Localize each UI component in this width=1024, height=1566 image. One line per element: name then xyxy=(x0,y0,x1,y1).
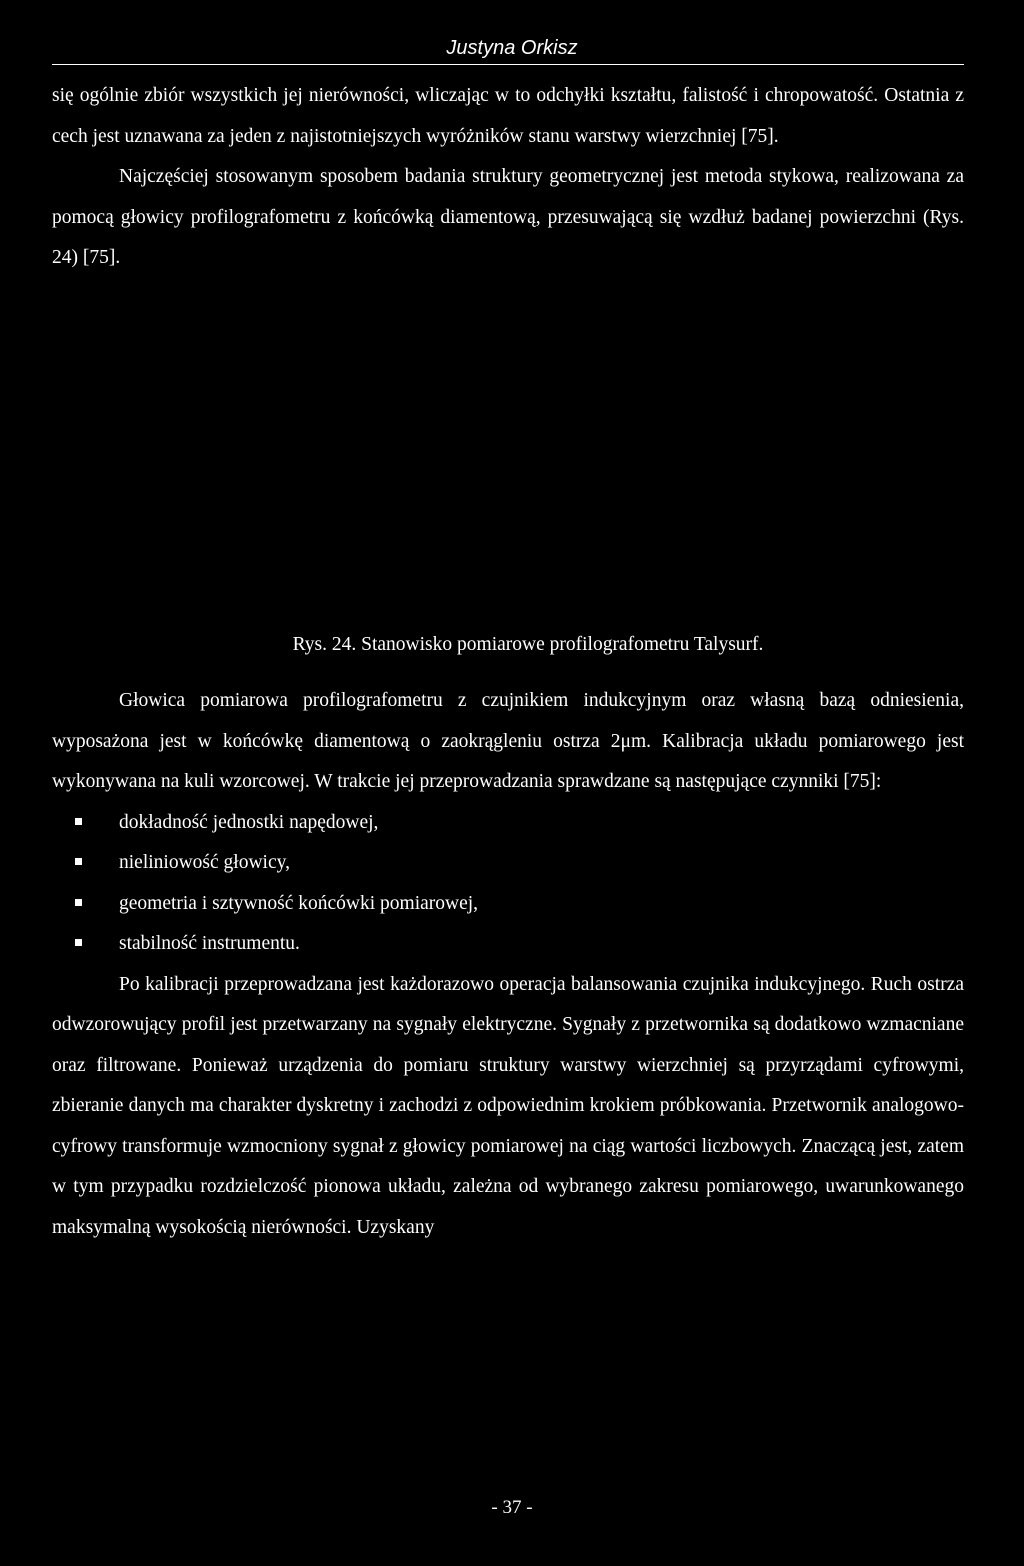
paragraph-4: Po kalibracji przeprowadzana jest każdorazowo operacja balansowania czujnika indukcyjnego. Ruch ostrza odwzorowujący profil jest przetwarzany na sygnały elektryczne. Sygnały z przetwornika są dodatkowo wzmacniane oraz filtrowane. Ponieważ urządzenia do pomiaru struktury warstwy wierzchniej są przyrządami cyfrowymi, zbieranie danych ma charakter dyskretny i zachodzi z odpowiednim krokiem próbkowania. Przetwornik analogowo-cyfrowy transformuje wzmocniony sygnał z głowicy pomiarowej na ciąg wartości liczbowych. Znaczącą jest, zatem w tym przypadku rozdzielczość pionowa układu, zależna od wybranego zakresu pomiarowego, uwarunkowanego maksymalną wysokością nierówności. Uzyskany xyxy=(52,973,964,1238)
page-body xyxy=(52,76,964,1248)
bullet-list xyxy=(52,803,964,965)
bullet-item: stabilność instrumentu. xyxy=(52,924,964,965)
paragraph-1: się ogólnie zbiór wszystkich jej nierówności, wliczając w to odchyłki kształtu, falistość i chropowatość. Ostatnia z cech jest uznawana za jeden z najistotniejszych wyróżników stanu warstwy wierzchniej [75]. xyxy=(52,85,964,147)
running-header-author: Justyna Orkisz xyxy=(446,37,578,59)
page-number: - 37 - xyxy=(491,1497,533,1518)
figure-image-area xyxy=(52,279,964,625)
bullet-item: geometria i sztywność końcówki pomiarowej, xyxy=(52,884,964,925)
bullet-item: nieliniowość głowicy, xyxy=(52,843,964,884)
paragraph-2: Najczęściej stosowanym sposobem badania struktury geometrycznej jest metoda stykowa, realizowana za pomocą głowicy profilografometru z końcówką diamentową, przesuwającą się wzdłuż badanej powierzchni (Rys. 24) [75]. xyxy=(52,166,964,268)
paragraph-3: Głowica pomiarowa profilografometru z czujnikiem indukcyjnym oraz własną bazą odniesienia, wyposażona jest w końcówkę diamentową o zaokrągleniu ostrza 2μm. Kalibracja układu pomiarowego jest wykonywana na kuli wzorcowej. W trakcie jej przeprowadzania sprawdzane są następujące czynniki [75]: xyxy=(52,690,964,792)
bullet-item: dokładność jednostki napędowej, xyxy=(52,803,964,844)
header-rule xyxy=(52,64,964,65)
figure-caption: Rys. 24. Stanowisko pomiarowe profilografometru Talysurf. xyxy=(292,633,764,655)
